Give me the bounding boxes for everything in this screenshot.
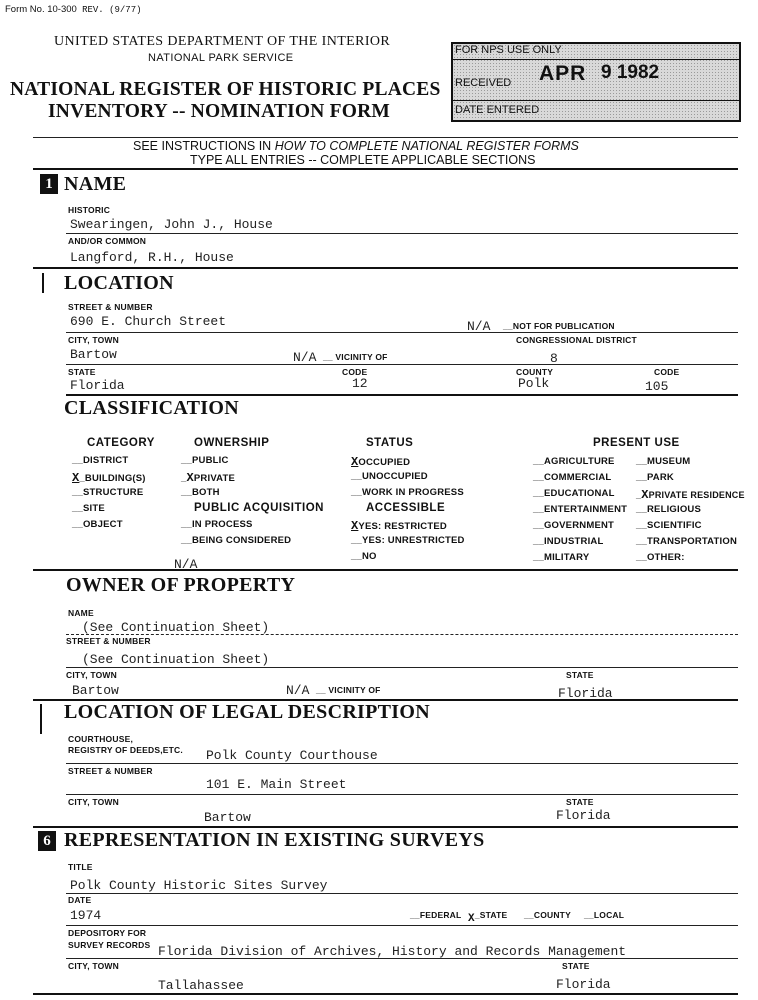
state-value: Florida	[70, 378, 125, 393]
congressional-district-value: 8	[550, 351, 558, 366]
use-industrial: __INDUSTRIAL	[533, 536, 604, 547]
historic-label: HISTORIC	[68, 205, 111, 215]
legal-state-value: Florida	[556, 808, 611, 823]
owner-city-value: Bartow	[72, 683, 119, 698]
category-district: __DISTRICT	[72, 455, 129, 466]
courthouse-value: Polk County Courthouse	[206, 748, 378, 763]
category-building: X_BUILDING(S)	[72, 471, 146, 485]
depository-label-line2: SURVEY RECORDS	[68, 940, 151, 950]
status-work-in-progress: __WORK IN PROGRESS	[351, 487, 464, 498]
legal-street-label: STREET & NUMBER	[68, 766, 153, 776]
accessible-restricted: XYES: RESTRICTED	[351, 519, 447, 533]
vicinity-na: N/A	[293, 350, 317, 365]
depository-label-line1: DEPOSITORY FOR	[68, 928, 147, 938]
depository-city-value: Tallahassee	[158, 978, 244, 993]
acquisition-being-considered: __BEING CONSIDERED	[181, 535, 292, 546]
county-code-label: CODE	[654, 367, 680, 377]
survey-title-label: TITLE	[68, 862, 93, 872]
owner-street-label: STREET & NUMBER	[66, 636, 151, 646]
not-for-publication-na: N/A	[467, 319, 491, 334]
category-object: __OBJECT	[72, 519, 123, 530]
use-park: __PARK	[636, 472, 674, 483]
depository-city-label: CITY, TOWN	[68, 961, 119, 971]
ownership-heading: OWNERSHIP	[194, 437, 270, 449]
common-name-value: Langford, R.H., House	[70, 250, 234, 265]
section-number-6: 6	[38, 831, 56, 851]
survey-date-value: 1974	[70, 908, 102, 923]
use-entertainment: __ENTERTAINMENT	[533, 504, 628, 515]
section-title-legal-description: LOCATION OF LEGAL DESCRIPTION	[64, 701, 430, 723]
instructions-line1: SEE INSTRUCTIONS IN HOW TO COMPLETE NATIONAL REGISTER FORMS	[133, 139, 579, 153]
owner-state-label: STATE	[566, 670, 594, 680]
owner-state-value: Florida	[558, 686, 613, 701]
depository-state-label: STATE	[562, 961, 590, 971]
legal-state-label: STATE	[566, 797, 594, 807]
depository-state-value: Florida	[556, 977, 611, 992]
section-number-1: 1	[40, 174, 58, 194]
street-number-label: STREET & NUMBER	[68, 302, 153, 312]
form-number: Form No. 10-300 REV. (9/77)	[5, 4, 142, 15]
state-code-label: CODE	[342, 367, 368, 377]
public-acquisition-heading: PUBLIC ACQUISITION	[194, 502, 324, 514]
use-educational: __EDUCATIONAL	[533, 488, 615, 499]
city-value: Bartow	[70, 347, 117, 362]
courthouse-label-line2: REGISTRY OF DEEDS,ETC.	[68, 745, 183, 755]
service-name: NATIONAL PARK SERVICE	[148, 52, 294, 64]
survey-state: X_STATE	[468, 910, 508, 925]
received-stamp-date: 9 1982	[601, 62, 660, 83]
accessible-no: __NO	[351, 551, 377, 562]
legal-city-label: CITY, TOWN	[68, 797, 119, 807]
ownership-private: _XPRIVATE	[181, 471, 236, 485]
use-museum: __MUSEUM	[636, 456, 691, 467]
county-label: COUNTY	[516, 367, 554, 377]
county-value: Polk	[518, 376, 550, 391]
county-code-value: 105	[645, 379, 669, 394]
section-title-surveys: REPRESENTATION IN EXISTING SURVEYS	[64, 829, 485, 851]
acquisition-in-process: __IN PROCESS	[181, 519, 253, 530]
section-title-owner: OWNER OF PROPERTY	[66, 574, 296, 596]
use-private-residence: _XPRIVATE RESIDENCE	[636, 488, 745, 502]
section-title-classification: CLASSIFICATION	[64, 397, 239, 419]
nps-use-box	[451, 42, 741, 122]
depository-value: Florida Division of Archives, History and Records Management	[158, 944, 627, 959]
status-unoccupied: __UNOCCUPIED	[351, 471, 428, 482]
common-name-label: AND/OR COMMON	[68, 236, 147, 246]
ownership-both: __BOTH	[181, 487, 220, 498]
section-title-location: LOCATION	[64, 272, 174, 294]
date-entered-label: DATE ENTERED	[455, 104, 540, 116]
category-site: __SITE	[72, 503, 105, 514]
form-title-line2: INVENTORY -- NOMINATION FORM	[48, 101, 391, 122]
use-commercial: __COMMERCIAL	[533, 472, 612, 483]
accessible-unrestricted: __YES: UNRESTRICTED	[351, 535, 465, 546]
status-heading: STATUS	[366, 437, 414, 449]
state-label: STATE	[68, 367, 96, 377]
status-occupied: XOCCUPIED	[351, 455, 411, 469]
nps-box-label: FOR NPS USE ONLY	[455, 44, 562, 56]
use-agriculture: __AGRICULTURE	[533, 456, 615, 467]
street-value: 690 E. Church Street	[70, 314, 227, 329]
city-town-label: CITY, TOWN	[68, 335, 119, 345]
category-structure: __STRUCTURE	[72, 487, 144, 498]
present-use-heading: PRESENT USE	[593, 437, 680, 449]
use-religious: __RELIGIOUS	[636, 504, 702, 515]
acquisition-na: N/A	[174, 557, 198, 572]
survey-date-label: DATE	[68, 895, 92, 905]
legal-street-value: 101 E. Main Street	[206, 777, 347, 792]
owner-city-label: CITY, TOWN	[66, 670, 117, 680]
historic-name-value: Swearingen, John J., House	[70, 217, 273, 232]
section-title-name: NAME	[64, 173, 127, 195]
received-stamp-month: APR	[539, 62, 587, 85]
instructions-line2: TYPE ALL ENTRIES -- COMPLETE APPLICABLE SECTIONS	[190, 153, 536, 167]
accessible-heading: ACCESSIBLE	[366, 502, 446, 514]
survey-title-value: Polk County Historic Sites Survey	[70, 878, 328, 893]
owner-name-value: (See Continuation Sheet)	[82, 620, 270, 635]
use-military: __MILITARY	[533, 552, 590, 563]
courthouse-label-line1: COURTHOUSE,	[68, 734, 134, 744]
received-label: RECEIVED	[455, 77, 512, 89]
use-other: __OTHER:	[636, 552, 685, 563]
use-scientific: __SCIENTIFIC	[636, 520, 702, 531]
legal-city-value: Bartow	[204, 810, 251, 825]
category-heading: CATEGORY	[87, 437, 155, 449]
survey-local: __LOCAL	[584, 910, 625, 920]
not-for-publication-label: __NOT FOR PUBLICATION	[503, 321, 615, 331]
use-transportation: __TRANSPORTATION	[636, 536, 738, 547]
ownership-public: __PUBLIC	[181, 455, 229, 466]
owner-street-value: (See Continuation Sheet)	[82, 652, 270, 667]
owner-name-label: NAME	[68, 608, 94, 618]
state-code-value: 12	[352, 376, 368, 391]
owner-vicinity-na: N/A	[286, 683, 310, 698]
owner-vicinity-label: __ VICINITY OF	[316, 685, 381, 695]
survey-county: __COUNTY	[524, 910, 571, 920]
survey-federal: __FEDERAL	[410, 910, 462, 920]
vicinity-of-label: __ VICINITY OF	[323, 352, 388, 362]
department-name: UNITED STATES DEPARTMENT OF THE INTERIOR	[54, 34, 391, 49]
use-government: __GOVERNMENT	[533, 520, 615, 531]
congressional-district-label: CONGRESSIONAL DISTRICT	[516, 335, 637, 345]
form-title-line1: NATIONAL REGISTER OF HISTORIC PLACES	[10, 79, 441, 100]
